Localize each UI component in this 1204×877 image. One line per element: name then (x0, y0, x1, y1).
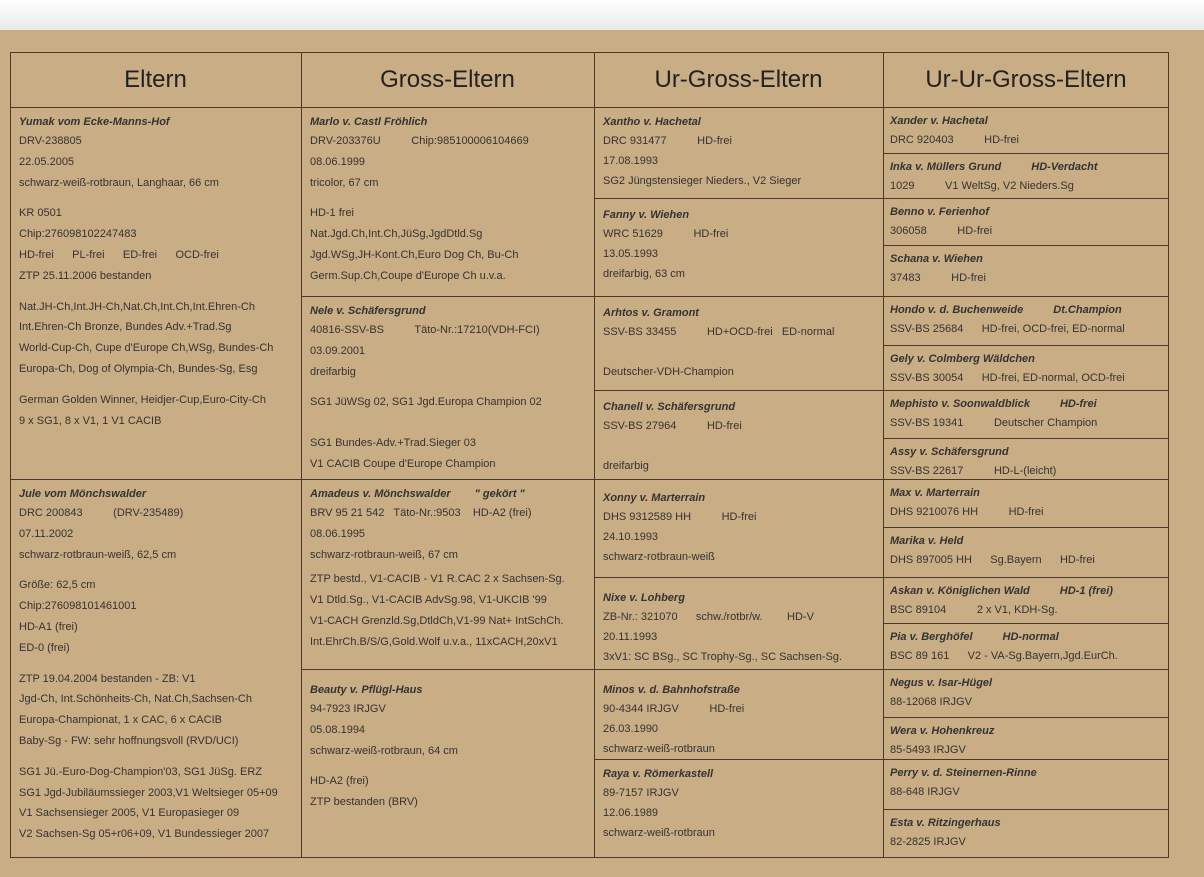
great-great-grandparent-box: Schana v. Wiehen 37483 HD-frei (883, 245, 1169, 296)
great-great-grandparent-box: Max v. Marterrain DHS 9210076 HH HD-frei (883, 479, 1169, 527)
grandparent-box: Marlo v. Castl Fröhlich DRV-203376U Chip:985100006104669 08.06.1999 tricolor, 67 cm HD-1 frei Nat.Jgd.Ch,Int.Ch,JüSg,JgdDtld.Sg Jgd.WSg,JH-Kont.Ch,Euro Dog Ch, Bu-Ch Germ.Sup.Ch,Coupe d'Europe Ch u.v.a. (310, 116, 529, 282)
great-grandparent-box: Chanell v. Schäfersgrund SSV-BS 27964 HD-frei dreifarbig (594, 390, 883, 479)
grandparent-box: Amadeus v. Mönchswalder " gekört " BRV 95 21 542 Täto-Nr.:9503 HD-A2 (frei) 08.06.1995 schwarz-rotbraun-weiß, 67 cm ZTP bestd., V1-CACIB - V1 R.CAC 2 x Sachsen-Sg. V1 Dtld.Sg., V1-CACIB AdvSg.98, V1-UKCIB '99 V1-CACH Grenzld.Sg,DtldCh,V1-99 Nat+ IntSchCh. Int.EhrCh.B/S/G,Gold.Wolf u.v.a., 11xCACH,20xV1 (301, 479, 594, 669)
hd-tag: Dt.Champion (1053, 304, 1122, 316)
column-divider (594, 52, 595, 858)
father-name: Yumak vom Ecke-Manns-Hof (19, 116, 170, 128)
column-gross-eltern (301, 52, 594, 858)
great-great-grandparent-box: Assy v. Schäfersgrund SSV-BS 22617 HD-L-(leicht) (883, 438, 1169, 479)
column-divider (883, 52, 884, 858)
great-great-grandparent-box: Benno v. Ferienhof 306058 HD-frei (883, 198, 1169, 245)
great-great-grandparent-box: Mephisto v. Soonwaldblick HD-frei SSV-BS 19341 Deutscher Champion (883, 390, 1169, 438)
great-great-grandparent-box: Inka v. Müllers Grund HD-Verdacht 1029 V1 WeltSg, V2 Nieders.Sg (883, 153, 1169, 198)
hd-tag: HD-normal (1002, 631, 1059, 643)
great-great-grandparent-box: Gely v. Colmberg Wäldchen SSV-BS 30054 HD-frei, ED-normal, OCD-frei (883, 345, 1169, 390)
column-divider (301, 52, 302, 858)
great-grandparent-box: Arhtos v. Gramont SSV-BS 33455 HD+OCD-frei ED-normal Deutscher-VDH-Champion (594, 296, 883, 390)
great-great-grandparent-box: Perry v. d. Steinernen-Rinne 88-648 IRJGV (883, 759, 1169, 809)
great-great-grandparent-box: Xander v. Hachetal DRC 920403 HD-frei (890, 115, 1019, 146)
great-great-grandparent-box: Hondo v. d. Buchenweide Dt.Champion SSV-BS 25684 HD-frei, OCD-frei, ED-normal (883, 296, 1169, 345)
hd-tag: HD-Verdacht (1031, 161, 1098, 173)
hd-tag: HD-1 (frei) (1059, 585, 1113, 597)
hd-tag: HD-frei (1059, 398, 1097, 410)
gekoert-tag: " gekört " (474, 488, 525, 500)
column-ur-gross-eltern (594, 52, 883, 858)
great-grandparent-box: Xonny v. Marterrain DHS 9312589 HH HD-frei 24.10.1993 schwarz-rotbraun-weiß (594, 479, 883, 577)
great-great-grandparent-box: Esta v. Ritzingerhaus 82-2825 IRJGV (883, 809, 1169, 858)
header-ur-gross-eltern: Ur-Gross-Eltern (594, 52, 883, 108)
header-ur-ur-gross-eltern: Ur-Ur-Gross-Eltern (883, 52, 1169, 108)
great-great-grandparent-box: Marika v. Held DHS 897005 HH Sg.Bayern HD-frei (883, 527, 1169, 577)
great-great-grandparent-box: Askan v. Königlichen Wald HD-1 (frei) BSC 89104 2 x V1, KDH-Sg. (883, 577, 1169, 623)
header-gross-eltern: Gross-Eltern (301, 52, 594, 108)
mother-name: Jule vom Mönchswalder (19, 488, 147, 500)
great-grandparent-box: Raya v. Römerkastell 89-7157 IRJGV 12.06.1989 schwarz-weiß-rotbraun (594, 759, 883, 858)
great-great-grandparent-box: Negus v. Isar-Hügel 88-12068 IRJGV (883, 669, 1169, 717)
mother-box: Jule vom Mönchswalder DRC 200843 (DRV-235489) 07.11.2002 schwarz-rotbraun-weiß, 62,5 cm Größe: 62,5 cm Chip:276098101461001 HD-A1 (frei) ED-0 (frei) ZTP 19.04.2004 bestanden - ZB: V1 Jgd-Ch, Int.Schönheits-Ch, Nat.Ch,Sachsen-Ch Europa-Championat, 1 x CAC, 6 x CACIB Baby-Sg - FW: sehr hoffnungsvoll (RVD/UCI) SG1 Jü.-Euro-Dog-Champion'03, SG1 JüSg. ERZ SG1 Jgd-Jubiläumssieger 2003,V1 Weltsieger 05+09 V1 Sachsensieger 2005, V1 Europasieger 09 V2 Sachsen-Sg 05+r06+09, V1 Bundessieger 2007 (10, 479, 301, 858)
great-great-grandparent-box: Pia v. Berghöfel HD-normal BSC 89 161 V2 - VA-Sg.Bayern,Jgd.EurCh. (883, 623, 1169, 669)
great-great-grandparent-box: Wera v. Hohenkreuz 85-5493 IRJGV (883, 717, 1169, 759)
header-eltern: Eltern (10, 52, 301, 108)
grandparent-box: Nele v. Schäfersgrund 40816-SSV-BS Täto-Nr.:17210(VDH-FCI) 03.09.2001 dreifarbig SG1 JüWSg 02, SG1 Jgd.Europa Champion 02 SG1 Bundes-Adv.+Trad.Sieger 03 V1 CACIB Coupe d'Europe Champion (301, 296, 594, 479)
great-grandparent-box: Fanny v. Wiehen WRC 51629 HD-frei 13.05.1993 dreifarbig, 63 cm (594, 198, 883, 296)
great-grandparent-box: Minos v. d. Bahnhofstraße 90-4344 IRJGV HD-frei 26.03.1990 schwarz-weiß-rotbraun (594, 669, 883, 759)
column-ur-ur-gross-eltern (883, 52, 1169, 858)
father-box: Yumak vom Ecke-Manns-Hof DRV-238805 22.05.2005 schwarz-weiß-rotbraun, Langhaar, 66 cm KR 0501 Chip:276098102247483 HD-frei PL-frei ED-frei OCD-frei ZTP 25.11.2006 bestanden Nat.JH-Ch,Int.JH-Ch,Nat.Ch,Int.Ch,Int.Ehren-Ch Int.Ehren-Ch Bronze, Bundes Adv.+Trad.Sg World-Cup-Ch, Cupe d'Europe Ch,WSg, Bundes-Ch Europa-Ch, Dog of Olympia-Ch, Bundes-Sg, Esg German Golden Winner, Heidjer-Cup,Euro-City-Ch 9 x SG1, 8 x V1, 1 V1 CACIB (10, 108, 301, 479)
great-grandparent-box: Xantho v. Hachetal DRC 931477 HD-frei 17.08.1993 SG2 Jüngstensieger Nieders., V2 Sieger (603, 116, 802, 187)
scan-border (0, 0, 1204, 30)
column-eltern (10, 52, 301, 858)
great-grandparent-box: Nixe v. Lohberg ZB-Nr.: 321070 schw./rotbr/w. HD-V 20.11.1993 3xV1: SC BSg., SC Trophy-Sg., SC Sachsen-Sg. (594, 577, 883, 669)
grandparent-box: Beauty v. Pflügl-Haus 94-7923 IRJGV 05.08.1994 schwarz-weiß-rotbraun, 64 cm HD-A2 (frei) ZTP bestanden (BRV) (301, 669, 594, 858)
